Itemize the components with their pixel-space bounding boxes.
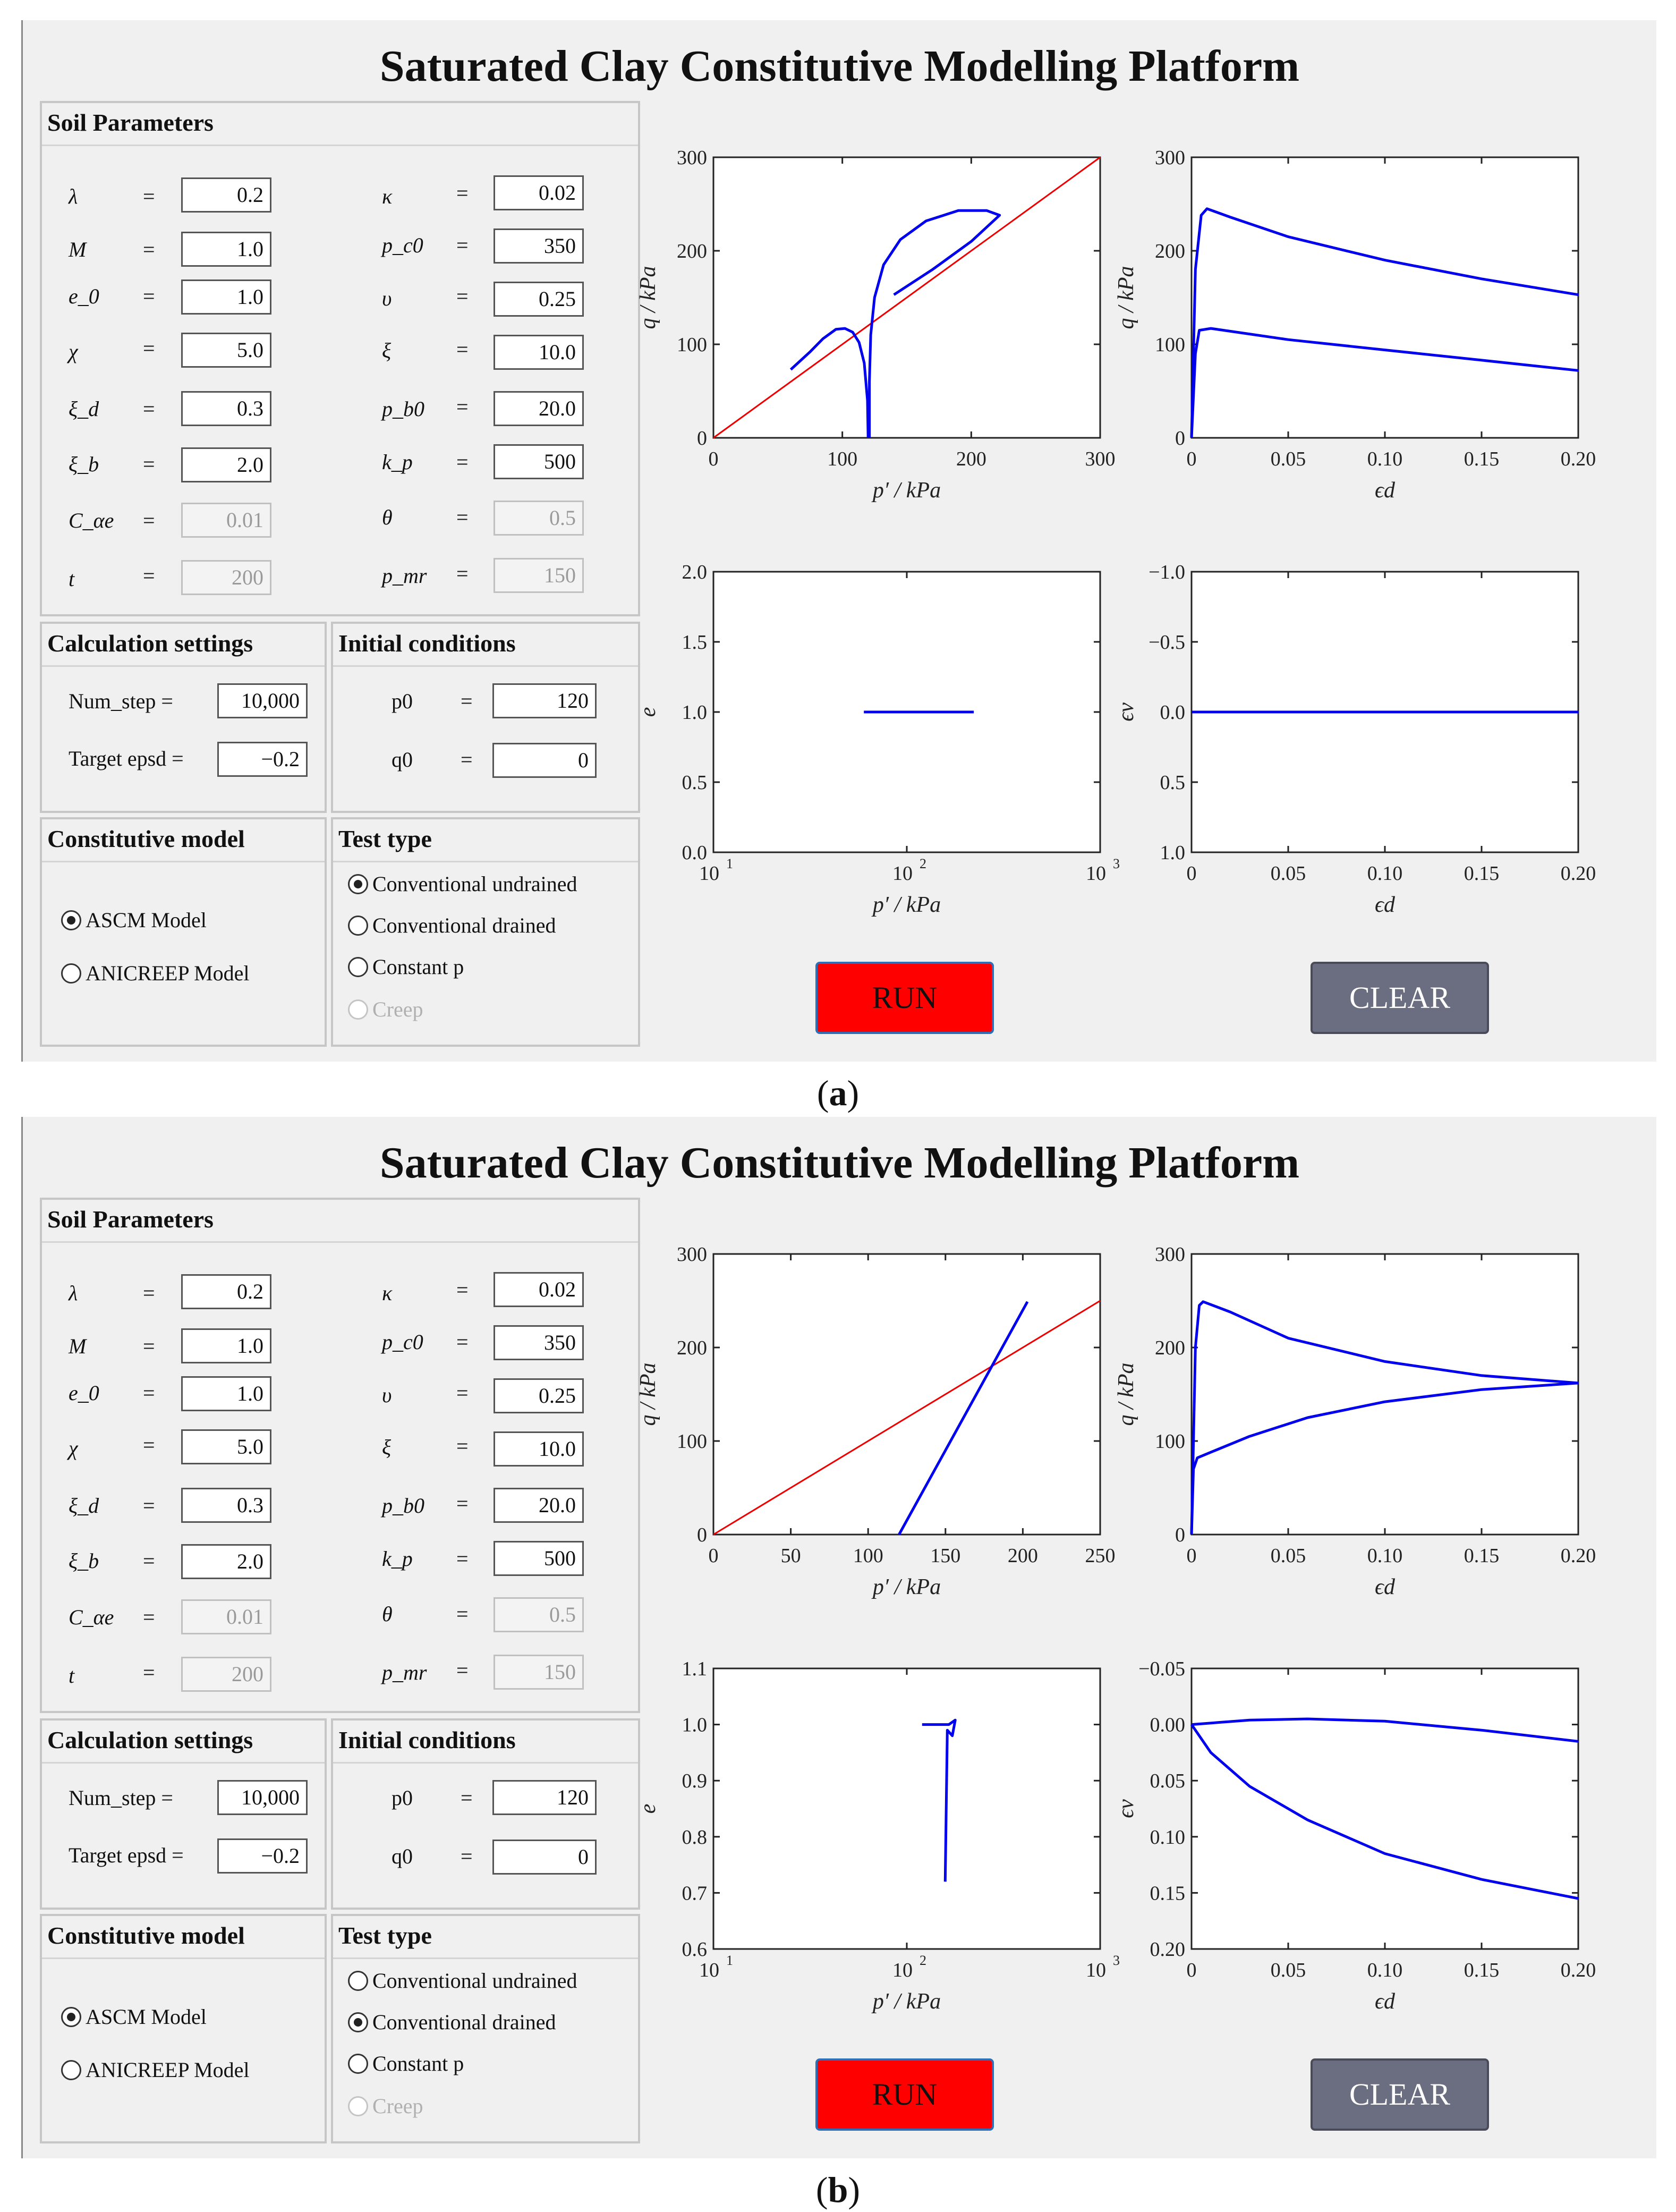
chart-epsd-q-a [1114,116,1648,541]
constitutive-model-title: Constitutive model [42,819,325,862]
constitutive-model-panel [40,817,327,1047]
y-tick-label: 1.5 [682,631,707,654]
eq: = [456,1434,469,1458]
x-tick-label: 0 [1186,862,1197,885]
input-kappa[interactable]: 0.02 [494,175,584,210]
x-axis-label: p′ / kPa [872,1575,941,1599]
input-p-mr: 150 [494,558,584,593]
y-tick-label: 100 [677,1430,707,1453]
plot-area [713,1668,1100,1949]
app-window-b [21,1117,1656,2158]
input-upsilon[interactable]: 0.25 [494,282,584,317]
eq: = [143,284,155,308]
chart-p-q-a [636,116,1170,541]
chart-epsd-q-b [1114,1213,1648,1638]
y-tick-label: 300 [677,147,707,169]
eq: = [456,1381,469,1405]
eq: = [456,395,469,419]
input-p-mr: 150 [494,1655,584,1690]
x-tick-label: 0 [708,1545,719,1567]
x-tick-label: 10 [1086,1959,1106,1981]
p0-label: p0 [392,689,413,713]
x-tick-label: 0.15 [1464,862,1500,885]
x-tick-label: 0.20 [1560,862,1596,885]
eq: = [456,1278,469,1302]
test-type-title: Test type [333,819,638,862]
eq: = [456,562,469,586]
eq: = [143,452,155,476]
eq: = [143,1334,155,1358]
x-tick-label: 10 [892,862,913,885]
x-tick-label: 0.15 [1464,1959,1500,1981]
radio-label: Conventional undrained [372,872,577,896]
p0-input[interactable]: 120 [492,1780,597,1815]
caption-a-letter: a [829,1073,847,1113]
input-chi[interactable]: 5.0 [181,1429,271,1464]
param-label-chi: χ [69,340,78,363]
input-k-p[interactable]: 500 [494,1541,584,1576]
x-tick-exponent: 3 [1113,1953,1120,1968]
input-lambda[interactable]: 0.2 [181,1274,271,1309]
input-xi-d[interactable]: 0.3 [181,1488,271,1523]
y-tick-label: 0 [1175,1524,1185,1546]
plot-area [713,1254,1100,1535]
app-window-a [21,20,1656,1062]
radio-ascm-model[interactable] [61,2004,207,2029]
x-tick-label: 0 [708,448,719,470]
app-title: Saturated Clay Constitutive Modelling Platform [379,41,1300,91]
radio-dot-icon[interactable] [61,963,81,984]
target-epsd-label: Target epsd = [69,1843,184,1867]
input-theta: 0.5 [494,501,584,536]
soil-parameters-title: Soil Parameters [42,103,638,146]
y-axis-label: ϵv [1114,702,1138,722]
radio-conventional-undrained[interactable] [348,871,577,896]
eq: = [456,505,469,529]
q0-label: q0 [392,1844,413,1868]
y-axis-label: q / kPa [636,266,660,329]
radio-label: Constant p [372,955,464,979]
eq: = [456,284,469,308]
radio-label: ANICREEP Model [86,961,250,985]
eq: = [461,748,473,772]
radio-creep [348,997,423,1022]
eq: = [143,1549,155,1573]
x-tick-label: 250 [1085,1545,1116,1567]
x-tick-label: 0.10 [1367,448,1403,470]
input-xi-b[interactable]: 2.0 [181,1544,271,1579]
input-lambda[interactable]: 0.2 [181,177,271,213]
x-axis-label: ϵd [1375,1575,1395,1599]
x-tick-label: 300 [1085,448,1116,470]
x-tick-exponent: 3 [1113,856,1120,871]
radio-label: ASCM Model [86,2005,207,2029]
y-tick-label: 100 [1155,1430,1185,1453]
radio-dot-icon[interactable] [348,2054,368,2074]
input-xi[interactable]: 10.0 [494,1431,584,1467]
radio-label: Conventional drained [372,913,556,937]
radio-dot-icon[interactable] [348,1971,368,1991]
param-label-xi: ξ [382,338,392,362]
calculation-settings-title: Calculation settings [42,624,325,667]
x-tick-label: 0.10 [1367,1959,1403,1981]
eq: = [143,508,155,532]
eq: = [143,564,155,588]
radio-dot-icon [348,999,368,1020]
x-tick-label: 10 [699,1959,719,1981]
eq: = [143,336,155,360]
y-tick-label: 200 [677,240,707,262]
param-label-M: M [69,1334,87,1358]
caption-b: (b) [815,2169,861,2210]
x-tick-label: 10 [1086,862,1106,885]
chart-p-e-a [636,530,1170,955]
y-axis-label: q / kPa [636,1362,660,1426]
eq: = [143,184,155,208]
param-label-xi: ξ [382,1435,392,1459]
p0-input[interactable]: 120 [492,683,597,718]
radio-anicreep-model[interactable] [61,2057,250,2082]
input-e0[interactable]: 1.0 [181,279,271,315]
param-label-lambda: λ [69,184,78,208]
chart-p-e-b [636,1627,1170,2052]
y-tick-label: −1.0 [1148,561,1185,583]
num-step-input[interactable]: 10,000 [217,683,308,718]
radio-constant-p[interactable] [348,2051,464,2076]
input-M[interactable]: 1.0 [181,1328,271,1363]
calculation-settings-panel [40,1718,327,1910]
param-label-xi-d: ξ_d [69,397,99,421]
x-tick-label: 0.05 [1270,862,1306,885]
x-tick-label: 0.05 [1270,1545,1306,1567]
param-label-e0: e_0 [69,1381,99,1405]
caption-a: (a) [816,1073,860,1113]
y-tick-label: 0.5 [682,772,707,794]
plot-area [1192,1668,1578,1949]
plot-area [1192,157,1578,438]
input-t: 200 [181,560,271,595]
test-type-panel [331,1914,640,2143]
x-tick-label: 0.20 [1560,1959,1596,1981]
input-M[interactable]: 1.0 [181,232,271,267]
radio-dot-icon[interactable] [61,2060,81,2080]
chart-epsd-ev-a [1114,530,1648,955]
num-step-label: Num_step = [69,1786,173,1810]
radio-label: Creep [372,2094,423,2118]
input-p-b0[interactable]: 20.0 [494,391,584,426]
x-tick-label: 100 [853,1545,883,1567]
input-p-c0[interactable]: 350 [494,228,584,264]
y-tick-label: 200 [1155,240,1185,262]
y-tick-label: 1.1 [682,1658,707,1680]
y-tick-label: 0.7 [682,1882,707,1905]
target-epsd-input[interactable]: −0.2 [217,742,308,777]
test-type-title: Test type [333,1916,638,1959]
q0-input[interactable]: 0 [492,1840,597,1875]
num-step-label: Num_step = [69,689,173,713]
input-upsilon[interactable]: 0.25 [494,1378,584,1413]
param-label-kappa: κ [382,1281,393,1305]
radio-dot-icon[interactable] [61,2007,81,2027]
p0-label: p0 [392,1786,413,1810]
param-label-upsilon: υ [382,286,392,310]
param-label-t: t [69,567,75,591]
q0-label: q0 [392,748,413,772]
param-label-p-mr: p_mr [382,1660,427,1684]
x-tick-label: 0.10 [1367,862,1403,885]
initial-conditions-title: Initial conditions [333,624,638,667]
param-label-xi-b: ξ_b [69,1549,99,1573]
plot-area [1192,1254,1578,1535]
y-tick-label: 300 [1155,147,1185,169]
y-tick-label: −0.05 [1138,1658,1185,1680]
input-p-b0[interactable]: 20.0 [494,1488,584,1523]
x-tick-label: 0.15 [1464,448,1500,470]
x-tick-exponent: 2 [920,856,926,871]
radio-dot-icon[interactable] [348,2012,368,2032]
y-tick-label: 0 [697,1524,707,1546]
target-epsd-input[interactable]: −0.2 [217,1838,308,1874]
eq: = [456,450,469,474]
y-axis-label: e [636,1803,660,1814]
eq: = [461,1786,473,1810]
initial-conditions-panel [331,622,640,813]
radio-conventional-drained[interactable] [348,913,556,938]
input-xi-b[interactable]: 2.0 [181,447,271,482]
input-c-ae: 0.01 [181,1599,271,1634]
param-label-c-ae: C_αe [69,1605,114,1629]
run-button[interactable]: RUN [815,2058,994,2131]
clear-button[interactable]: CLEAR [1311,962,1489,1034]
eq: = [143,1660,155,1684]
input-t: 200 [181,1657,271,1692]
y-tick-label: 200 [677,1337,707,1359]
eq: = [456,1547,469,1571]
radio-label: Conventional undrained [372,1969,577,1993]
x-axis-label: ϵd [1375,1989,1395,2014]
x-tick-label: 0 [1186,448,1197,470]
y-axis-label: q / kPa [1114,1362,1138,1426]
soil-parameters-panel [40,1198,640,1713]
eq: = [143,1281,155,1305]
y-tick-label: 300 [677,1243,707,1266]
eq: = [456,337,469,361]
param-label-xi-d: ξ_d [69,1494,99,1518]
input-kappa[interactable]: 0.02 [494,1272,584,1307]
eq: = [143,1381,155,1405]
x-tick-label: 50 [780,1545,801,1567]
run-button[interactable]: RUN [815,962,994,1034]
param-label-theta: θ [382,1602,393,1626]
y-tick-label: 0.00 [1150,1714,1185,1736]
eq: = [456,1658,469,1682]
eq: = [456,233,469,257]
radio-creep [348,2094,423,2118]
initial-conditions-title: Initial conditions [333,1721,638,1764]
soil-parameters-panel [40,101,640,616]
x-tick-label: 10 [699,862,719,885]
chart-epsd-ev-b [1114,1627,1648,2052]
eq: = [143,1433,155,1457]
x-tick-exponent: 1 [726,856,733,871]
x-axis-label: p′ / kPa [872,1989,941,2014]
x-tick-label: 0 [1186,1545,1197,1567]
y-tick-label: 100 [677,334,707,356]
param-label-k-p: k_p [382,450,413,474]
y-tick-label: 0.9 [682,1770,707,1793]
y-tick-label: 0.0 [1160,701,1185,724]
y-tick-label: 0.6 [682,1938,707,1961]
y-tick-label: 0.10 [1150,1826,1185,1849]
radio-constant-p[interactable] [348,954,464,979]
eq: = [456,1491,469,1515]
param-label-t: t [69,1664,75,1688]
eq: = [461,689,473,713]
x-tick-label: 100 [827,448,858,470]
num-step-input[interactable]: 10,000 [217,1780,308,1815]
param-label-theta: θ [382,505,393,529]
y-tick-label: 100 [1155,334,1185,356]
x-tick-label: 0.10 [1367,1545,1403,1567]
q0-input[interactable]: 0 [492,743,597,778]
input-xi-d[interactable]: 0.3 [181,391,271,426]
initial-conditions-panel [331,1718,640,1910]
radio-dot-icon[interactable] [61,910,81,930]
eq: = [143,238,155,261]
radio-dot-icon[interactable] [348,874,368,894]
y-tick-label: 1.0 [682,1714,707,1736]
test-type-panel [331,817,640,1047]
input-xi[interactable]: 10.0 [494,335,584,370]
eq: = [456,181,469,205]
y-tick-label: 0 [697,427,707,450]
x-tick-label: 200 [1007,1545,1038,1567]
app-title: Saturated Clay Constitutive Modelling Platform [379,1138,1300,1188]
y-tick-label: 200 [1155,1337,1185,1359]
radio-dot-icon [348,2096,368,2116]
x-tick-label: 0.15 [1464,1545,1500,1567]
radio-label: Conventional drained [372,2010,556,2034]
eq: = [456,1330,469,1354]
x-tick-exponent: 1 [726,1953,733,1968]
y-tick-label: 1.0 [682,701,707,724]
radio-conventional-undrained[interactable] [348,1968,577,1993]
eq: = [143,1494,155,1518]
x-tick-label: 0.20 [1560,448,1596,470]
calculation-settings-panel [40,622,327,813]
y-tick-label: 0.15 [1150,1882,1185,1905]
radio-label: ASCM Model [86,908,207,932]
radio-dot-icon[interactable] [348,957,368,977]
radio-dot-icon[interactable] [348,916,368,936]
input-k-p[interactable]: 500 [494,444,584,479]
x-tick-label: 0.20 [1560,1545,1596,1567]
y-tick-label: 0.0 [682,842,707,864]
x-tick-exponent: 2 [920,1953,926,1968]
param-label-p-c0: p_c0 [382,233,423,257]
y-tick-label: 0 [1175,427,1185,450]
caption-b-letter: b [828,2169,848,2210]
y-axis-label: e [636,707,660,717]
y-axis-label: ϵv [1114,1799,1138,1818]
input-theta: 0.5 [494,1597,584,1632]
param-label-chi: χ [69,1436,78,1460]
param-label-upsilon: υ [382,1383,392,1407]
param-label-M: M [69,238,87,261]
target-epsd-label: Target epsd = [69,747,184,770]
radio-anicreep-model[interactable] [61,961,250,986]
y-tick-label: 0.5 [1160,772,1185,794]
input-chi[interactable]: 5.0 [181,333,271,368]
calculation-settings-title: Calculation settings [42,1721,325,1764]
input-e0[interactable]: 1.0 [181,1376,271,1411]
eq: = [461,1844,473,1868]
y-tick-label: 300 [1155,1243,1185,1266]
y-tick-label: −0.5 [1148,631,1185,654]
y-tick-label: 2.0 [682,561,707,583]
x-tick-label: 0 [1186,1959,1197,1981]
x-tick-label: 200 [956,448,986,470]
param-label-p-mr: p_mr [382,564,427,588]
x-tick-label: 150 [930,1545,961,1567]
y-tick-label: 0.8 [682,1826,707,1849]
constitutive-model-title: Constitutive model [42,1916,325,1959]
y-axis-label: q / kPa [1114,266,1138,329]
x-axis-label: p′ / kPa [872,893,941,917]
x-axis-label: ϵd [1375,478,1395,503]
y-tick-label: 1.0 [1160,842,1185,864]
x-tick-label: 0.05 [1270,1959,1306,1981]
param-label-lambda: λ [69,1281,78,1305]
radio-ascm-model[interactable] [61,908,207,933]
param-label-e0: e_0 [69,284,99,308]
param-label-p-b0: p_b0 [382,1494,424,1518]
x-axis-label: ϵd [1375,893,1395,917]
radio-label: ANICREEP Model [86,2058,250,2082]
eq: = [456,1602,469,1626]
input-p-c0[interactable]: 350 [494,1325,584,1360]
radio-label: Constant p [372,2052,464,2075]
y-tick-label: 0.05 [1150,1770,1185,1793]
param-label-k-p: k_p [382,1547,413,1571]
y-tick-label: 0.20 [1150,1938,1185,1961]
chart-p-q-b [636,1213,1170,1638]
eq: = [143,1605,155,1629]
param-label-kappa: κ [382,184,393,208]
param-label-p-b0: p_b0 [382,397,424,421]
input-c-ae: 0.01 [181,503,271,538]
soil-parameters-title: Soil Parameters [42,1200,638,1243]
eq: = [143,397,155,421]
x-tick-label: 10 [892,1959,913,1981]
x-axis-label: p′ / kPa [872,478,941,503]
radio-conventional-drained[interactable] [348,2010,556,2035]
constitutive-model-panel [40,1914,327,2143]
radio-label: Creep [372,997,423,1021]
param-label-c-ae: C_αe [69,508,114,532]
param-label-p-c0: p_c0 [382,1330,423,1354]
clear-button[interactable]: CLEAR [1311,2058,1489,2131]
x-tick-label: 0.05 [1270,448,1306,470]
param-label-xi-b: ξ_b [69,452,99,476]
